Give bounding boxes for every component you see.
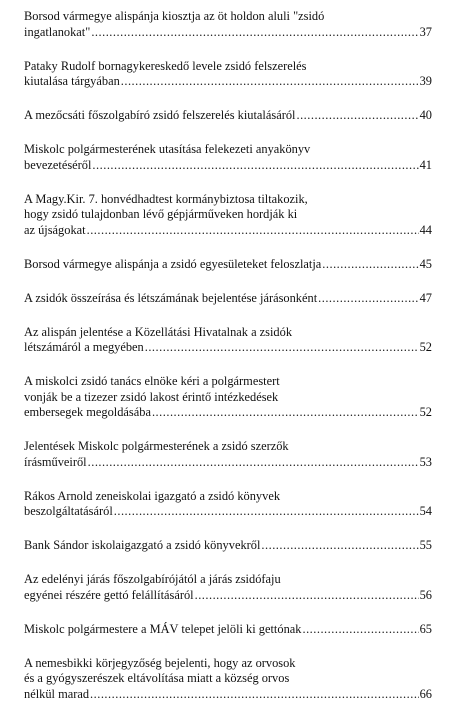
dot-leader — [296, 108, 418, 124]
toc-entry-last-line — [24, 291, 432, 307]
dot-leader — [261, 538, 418, 554]
toc-entry-last-line — [24, 158, 432, 174]
toc-entry — [24, 257, 432, 273]
toc-entry-title-line: Az alispán jelentése a Közellátási Hivatalnak a zsidók — [24, 324, 293, 339]
toc-entry — [24, 656, 432, 703]
toc-entry — [24, 108, 432, 124]
toc-entry-title-line: A Magy.Kir. 7. honvédhadtest kormánybiztosa tiltakozik, — [24, 191, 308, 206]
toc-entry — [24, 192, 432, 239]
toc-entry-last-line — [24, 257, 432, 273]
toc-entry-title-line: egyénei részére gettó felállításáról — [24, 587, 194, 602]
toc-entry — [24, 374, 432, 421]
page-number: 52 — [419, 340, 432, 354]
toc-entry — [24, 439, 432, 470]
toc-entry-title-line: beszolgáltatásáról — [24, 504, 113, 518]
toc-entry-last-line — [24, 223, 432, 239]
toc-entry — [24, 325, 432, 356]
dot-leader — [114, 504, 419, 520]
dot-leader — [121, 74, 419, 90]
dot-leader — [92, 158, 418, 174]
toc-entry-last-line — [24, 504, 432, 520]
toc-entry-title-line: Miskolc polgármesterének utasítása felekezeti anyakönyv — [24, 142, 311, 156]
toc-entry — [24, 59, 432, 90]
toc-entry-last-line — [24, 25, 432, 41]
toc-entry-title-line: embersegek megoldásába — [24, 405, 151, 419]
toc-entry — [24, 489, 432, 520]
page-number: 53 — [419, 454, 432, 469]
page-number: 56 — [419, 587, 432, 602]
page-number: 40 — [419, 108, 432, 122]
toc-entry-title-line: Pataky Rudolf bornagykereskedő levele zsidó felszerelés — [24, 58, 307, 73]
toc-entry-last-line — [24, 405, 432, 421]
toc-entry-title-line: Borsod vármegye alispánja a zsidó egyesületeket feloszlatja — [24, 256, 322, 271]
toc-entry-title-line: Rákos Arnold zeneiskolai igazgató a zsidó könyvek — [24, 488, 281, 503]
dot-leader — [302, 622, 418, 638]
page-number: 52 — [419, 405, 432, 419]
page-number: 55 — [419, 538, 432, 552]
toc-entry-title-line: A mezőcsáti főszolgabíró zsidó felszerelés kiutalásáról — [24, 108, 296, 122]
toc-entry — [24, 538, 432, 554]
dot-leader — [91, 25, 418, 41]
toc-entry — [24, 142, 432, 173]
toc-entry — [24, 291, 432, 307]
dot-leader — [195, 588, 419, 604]
toc-entry-title-line: Jelentések Miskolc polgármesterének a zsidó szerzők — [24, 439, 289, 453]
toc-entry-last-line — [24, 455, 432, 471]
toc-entry-last-line — [24, 108, 432, 124]
page-number: 41 — [419, 157, 432, 172]
toc-entry-last-line — [24, 538, 432, 554]
dot-leader — [90, 687, 419, 703]
toc-entry-title-line: Bank Sándor iskolaigazgató a zsidó könyvekről — [24, 538, 261, 552]
toc-entry-title-line: Az edelényi járás főszolgabírójától a járás zsidófaju — [24, 572, 281, 586]
toc-entry-title-line: az újságokat — [24, 222, 86, 237]
toc-entry-title-line: létszámáról a megyében — [24, 340, 144, 354]
toc-entry-title-line: A miskolci zsidó tanács elnöke kéri a polgármestert — [24, 374, 280, 388]
page-number: 39 — [419, 74, 432, 88]
page-number: 44 — [419, 222, 432, 237]
page-number: 47 — [419, 290, 432, 305]
toc-entry-title-line: írásműveiről — [24, 454, 87, 469]
toc-entry-title-line: és a gyógyszerészek eltávolítása miatt a község orvos — [24, 671, 290, 685]
page-number: 37 — [419, 24, 432, 39]
toc-entry-last-line — [24, 687, 432, 703]
toc-entry-last-line — [24, 340, 432, 356]
page-number: 54 — [419, 504, 432, 518]
dot-leader — [88, 455, 419, 471]
toc-entry-last-line — [24, 622, 432, 638]
toc-entry — [24, 622, 432, 638]
toc-entry-title-line: hogy zsidó tulajdonban lévő gépjárműveken hordják ki — [24, 207, 298, 221]
toc-entry-title-line: ingatlanokat" — [24, 24, 91, 39]
table-of-contents — [24, 9, 432, 721]
toc-entry-last-line — [24, 74, 432, 90]
toc-entry-last-line — [24, 588, 432, 604]
page-number: 45 — [419, 256, 432, 271]
toc-entry-title-line: bevezetéséről — [24, 157, 92, 172]
toc-entry-title-line: vonják be a tizezer zsidó lakost érintő intézkedések — [24, 389, 279, 404]
toc-entry-title-line: kiutalása tárgyában — [24, 74, 120, 88]
toc-entry-title-line: A zsidók összeírása és létszámának bejelentése járásonként — [24, 290, 318, 305]
page-number: 66 — [419, 686, 432, 701]
page-number: 65 — [419, 621, 432, 636]
toc-entry-title-line: nélkül marad — [24, 686, 90, 701]
toc-entry — [24, 572, 432, 603]
dot-leader — [145, 340, 419, 356]
dot-leader — [318, 291, 418, 307]
dot-leader — [322, 257, 418, 273]
toc-entry-title-line: Borsod vármegye alispánja kiosztja az öt holdon aluli "zsidó — [24, 9, 325, 23]
toc-entry — [24, 9, 432, 40]
dot-leader — [152, 405, 419, 421]
toc-entry-title-line: A nemesbikki körjegyzőség bejelenti, hogy az orvosok — [24, 655, 296, 670]
dot-leader — [87, 223, 419, 239]
toc-entry-title-line: Miskolc polgármestere a MÁV telepet jelöli ki gettónak — [24, 621, 302, 636]
